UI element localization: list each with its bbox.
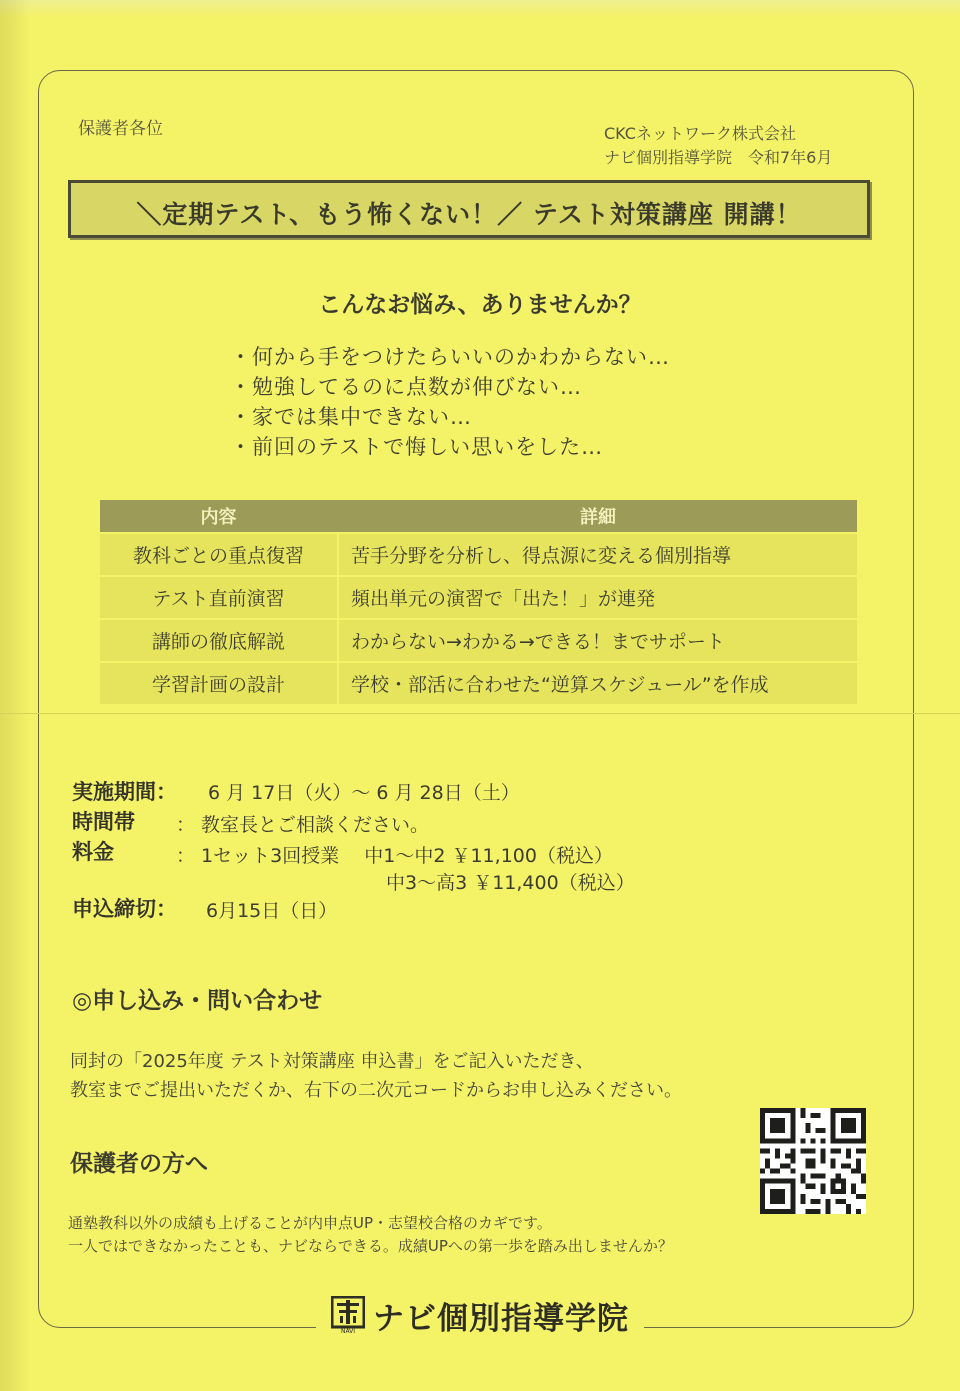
logo-text: ナビ個別指導学院 <box>373 1300 629 1337</box>
table-cell-content: 教科ごとの重点復習 <box>100 534 337 575</box>
navi-logo-icon <box>331 1296 365 1334</box>
concerns-question: こんなお悩み、ありませんか？ <box>318 292 642 318</box>
concern-item: ・家では集中できない… <box>230 405 472 429</box>
table-cell-content: 講師の徹底解説 <box>100 620 337 661</box>
guardian-line: 一人ではできなかったことも、ナビならできる。成績UPへの第一歩を踏み出しませんか？ <box>68 1237 673 1255</box>
table-row <box>100 620 857 661</box>
concern-item: ・何から手をつけたらいいのかわからない… <box>230 345 670 369</box>
table-header-content: 内容 <box>200 507 237 528</box>
table-cell-content: 学習計画の設計 <box>100 663 337 704</box>
concern-item: ・勉強してるのに点数が伸びない… <box>230 375 582 399</box>
course-table <box>100 500 857 704</box>
table-header-detail: 詳細 <box>580 507 616 528</box>
period-value: 6 月 17日（火）～ 6 月 28日（土） <box>208 782 520 804</box>
table-cell-detail: 学校・部活に合わせた“逆算スケジュール”を作成 <box>339 663 857 704</box>
table-row <box>100 534 857 575</box>
paper-top-edge <box>0 0 960 18</box>
guardian-title: 保護者の方へ <box>70 1151 208 1177</box>
qr-code-icon[interactable] <box>760 1108 866 1214</box>
concern-item: ・前回のテストで悔しい思いをした… <box>230 435 604 459</box>
apply-title: ◎申し込み・問い合わせ <box>72 988 323 1014</box>
fee-value-2: 中3～高3 ￥11,400（税込） <box>386 872 635 894</box>
title-banner <box>68 180 870 238</box>
table-row <box>100 663 857 704</box>
guardian-line: 通塾教科以外の成績も上げることが内申点UP・志望校合格のカギです。 <box>68 1214 552 1232</box>
fee-value-1: ： 1セット3回授業 中1～中2 ￥11,100（税込） <box>176 845 613 867</box>
table-cell-content: テスト直前演習 <box>100 577 337 618</box>
paper-shadow <box>0 0 30 1391</box>
table-row <box>100 577 857 618</box>
deadline-value: 6月15日（日） <box>206 900 338 922</box>
apply-line: 教室までご提出いただくか、右下の二次元コードからお申し込みください。 <box>70 1080 682 1101</box>
addressee: 保護者各位 <box>78 119 163 139</box>
concerns-list <box>230 342 670 462</box>
apply-line: 同封の「2025年度 テスト対策講座 申込書」をご記入いただき、 <box>70 1051 594 1072</box>
fee-label: 料金 <box>72 840 114 864</box>
school-date: ナビ個別指導学院 令和7年6月 <box>604 148 833 167</box>
guardian-text <box>68 1212 673 1258</box>
period-label: 実施期間： <box>72 780 177 804</box>
school-logo <box>316 1290 644 1340</box>
deadline-label: 申込締切： <box>72 897 177 921</box>
logo-sub-text: NAVI <box>340 1328 356 1334</box>
time-label: 時間帯 <box>72 810 135 834</box>
banner-title: ＼定期テスト、もう怖くない！／ テスト対策講座 開講！ <box>136 200 802 229</box>
time-value: ： 教室長とご相談ください。 <box>176 814 430 836</box>
paper-fold-line <box>0 713 960 714</box>
sender-block <box>604 122 832 170</box>
table-header-row <box>100 500 857 532</box>
company-name: CKCネットワーク株式会社 <box>604 124 796 143</box>
table-cell-detail: 苦手分野を分析し、得点源に変える個別指導 <box>339 534 857 575</box>
table-cell-detail: わからない→わかる→できる！までサポート <box>339 620 857 661</box>
apply-text <box>70 1047 682 1105</box>
table-cell-detail: 頻出単元の演習で「出た！」が連発 <box>339 577 857 618</box>
